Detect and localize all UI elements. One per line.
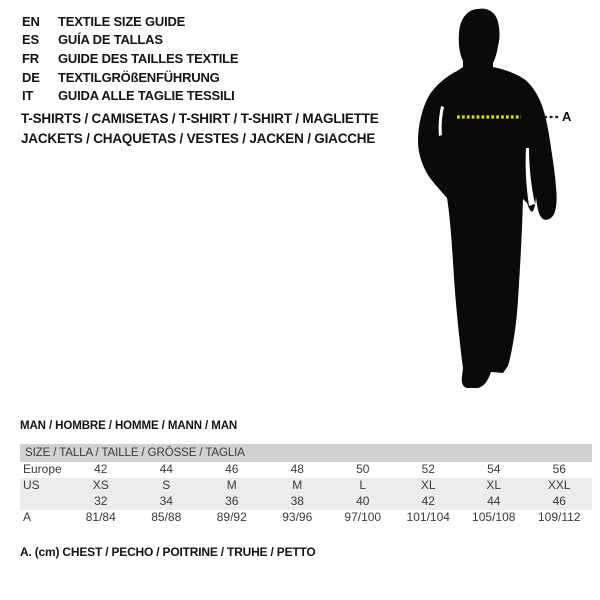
size-cell: XL <box>420 477 436 492</box>
size-cell: 52 <box>421 462 435 476</box>
language-title-block <box>22 12 238 105</box>
section-title-man: MAN / HOMBRE / HOMME / MANN / MAN <box>20 420 238 432</box>
measurement-figure <box>390 0 600 400</box>
size-cell: 93/96 <box>282 509 313 524</box>
size-cell: L <box>359 477 367 492</box>
row-label: A <box>23 509 32 524</box>
category-tshirts: T-SHIRTS / CAMISETAS / T-SHIRT / T-SHIRT / MAGLIETTE <box>21 111 379 126</box>
size-cell: 34 <box>159 493 173 508</box>
size-cell: XXL <box>547 477 571 492</box>
table-row-us <box>20 478 592 494</box>
size-table <box>20 444 592 526</box>
size-cell: 36 <box>225 493 239 508</box>
language-code: IT <box>22 88 34 104</box>
size-cell: 56 <box>552 462 566 476</box>
row-label: US <box>23 477 40 492</box>
garment-categories <box>21 109 379 148</box>
size-cell: 48 <box>290 462 304 476</box>
category-jackets: JACKETS / CHAQUETAS / VESTES / JACKEN / GIACCHE <box>21 130 376 146</box>
size-cell: S <box>162 477 171 492</box>
language-row-en <box>22 12 238 31</box>
size-cell: 89/92 <box>216 509 247 524</box>
size-table-header: SIZE / TALLA / TAILLE / GRÖSSE / TAGLIA <box>20 444 592 462</box>
language-row-de <box>22 68 238 87</box>
feet-gap <box>493 371 501 389</box>
guide-title: TEXTILE SIZE GUIDE <box>58 13 186 29</box>
size-cell: 42 <box>94 462 108 476</box>
language-row-it <box>22 86 238 105</box>
size-cell: 105/108 <box>472 509 516 524</box>
language-code: ES <box>22 32 39 48</box>
size-cell: 85/88 <box>151 509 182 524</box>
size-cell: 44 <box>159 462 173 476</box>
language-code: EN <box>22 13 40 29</box>
size-cell: 109/112 <box>538 509 581 524</box>
guide-title: GUÍA DE TALLAS <box>58 32 163 48</box>
man-silhouette <box>390 0 600 400</box>
size-cell: 101/104 <box>406 509 450 524</box>
row-label <box>20 494 68 510</box>
size-cell: 38 <box>290 493 304 508</box>
size-cell: 44 <box>487 493 501 508</box>
table-row-numeric <box>20 494 592 510</box>
size-cell: M <box>226 477 237 492</box>
size-cell: 46 <box>225 462 239 476</box>
guide-title: TEXTILGRÖßENFÜHRUNG <box>58 69 220 85</box>
size-cell: 50 <box>356 462 370 476</box>
size-cell: 81/84 <box>85 509 116 524</box>
size-cell: 40 <box>356 493 370 508</box>
size-cell: 42 <box>421 493 435 508</box>
size-cell: XL <box>486 477 502 492</box>
language-code: DE <box>22 69 40 85</box>
size-cell: M <box>292 477 303 492</box>
size-cell: XS <box>92 477 109 492</box>
guide-title: GUIDE DES TAILLES TEXTILE <box>58 50 239 66</box>
size-cell: 54 <box>487 462 501 476</box>
table-row-europe <box>20 462 592 478</box>
measure-label-a: A <box>562 109 572 124</box>
measure-footnote: A. (cm) CHEST / PECHO / POITRINE / TRUHE / PETTO <box>20 545 316 559</box>
size-cell: 46 <box>552 493 566 508</box>
man-silhouette-path <box>418 9 557 388</box>
language-code: FR <box>22 50 39 66</box>
table-row-chest-a <box>20 510 592 526</box>
language-row-es <box>22 31 238 50</box>
row-label: Europe <box>23 462 62 476</box>
size-cell: 32 <box>94 493 108 508</box>
guide-title: GUIDA ALLE TAGLIE TESSILI <box>58 88 235 104</box>
size-cell: 97/100 <box>344 509 382 524</box>
language-row-fr <box>22 49 238 68</box>
